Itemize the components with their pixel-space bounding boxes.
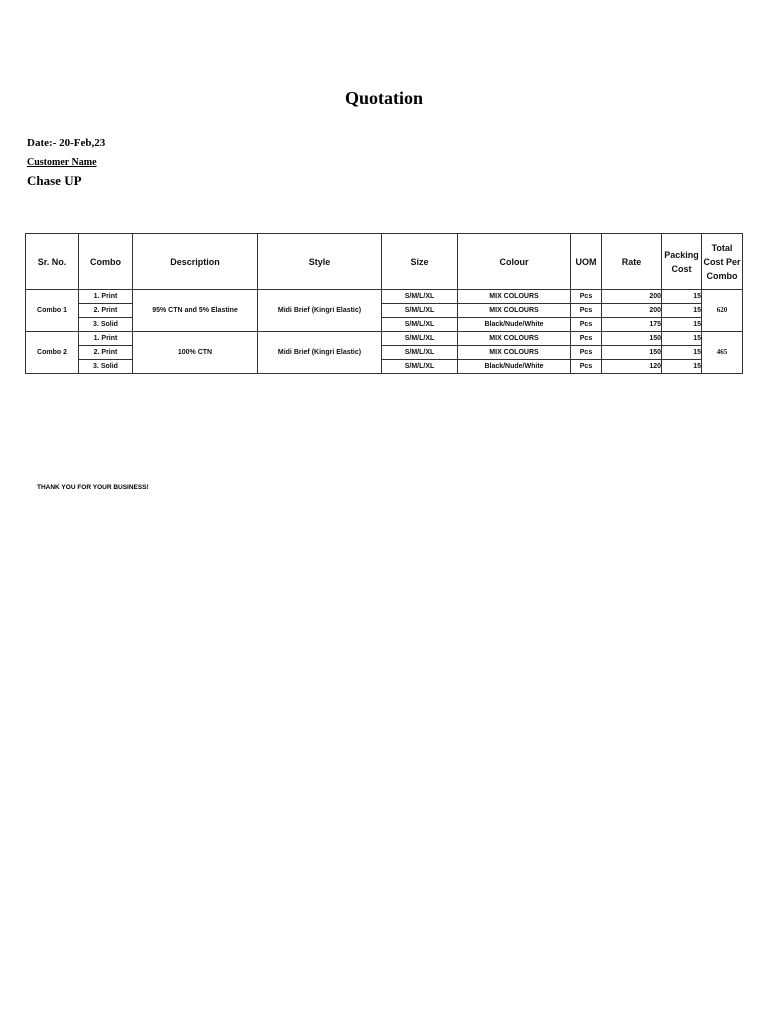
document-title: Quotation bbox=[344, 88, 423, 108]
colour-cell: MIX COLOURS bbox=[458, 332, 571, 346]
rate-cell: 200 bbox=[602, 304, 662, 318]
sr-no-cell: Combo 1 bbox=[26, 290, 79, 332]
total-cost-cell: 465 bbox=[702, 332, 743, 374]
rate-cell: 150 bbox=[602, 332, 662, 346]
rate-cell: 120 bbox=[602, 360, 662, 374]
table-row bbox=[26, 332, 743, 346]
colour-cell: MIX COLOURS bbox=[458, 290, 571, 304]
colour-cell: MIX COLOURS bbox=[458, 304, 571, 318]
packing-cell: 15 bbox=[662, 346, 702, 360]
quotation-table bbox=[25, 233, 743, 374]
uom-cell: Pcs bbox=[571, 346, 602, 360]
header-total-cost: Total Cost Per Combo bbox=[702, 234, 743, 290]
header-rate: Rate bbox=[602, 234, 662, 290]
description-cell: 100% CTN bbox=[133, 332, 258, 374]
quote-date: Date:- 20-Feb,23 bbox=[27, 137, 106, 149]
size-cell: S/M/L/XL bbox=[382, 332, 458, 346]
uom-cell: Pcs bbox=[571, 332, 602, 346]
packing-cell: 15 bbox=[662, 360, 702, 374]
combo-cell: 3. Solid bbox=[79, 318, 133, 332]
table-header-row bbox=[26, 234, 743, 290]
uom-cell: Pcs bbox=[571, 290, 602, 304]
rate-cell: 200 bbox=[602, 290, 662, 304]
customer-name: Chase UP bbox=[27, 173, 82, 188]
combo-cell: 3. Solid bbox=[79, 360, 133, 374]
rate-cell: 175 bbox=[602, 318, 662, 332]
combo-cell: 1. Print bbox=[79, 332, 133, 346]
total-cost-cell: 620 bbox=[702, 290, 743, 332]
header-colour: Colour bbox=[458, 234, 571, 290]
combo-cell: 2. Print bbox=[79, 304, 133, 318]
header-style: Style bbox=[258, 234, 382, 290]
header-combo: Combo bbox=[79, 234, 133, 290]
uom-cell: Pcs bbox=[571, 304, 602, 318]
colour-cell: Black/Nude/White bbox=[458, 318, 571, 332]
size-cell: S/M/L/XL bbox=[382, 346, 458, 360]
size-cell: S/M/L/XL bbox=[382, 360, 458, 374]
style-cell: Midi Brief (Kingri Elastic) bbox=[258, 332, 382, 374]
table-row bbox=[26, 290, 743, 304]
description-cell: 95% CTN and 5% Elastine bbox=[133, 290, 258, 332]
rate-cell: 150 bbox=[602, 346, 662, 360]
packing-cell: 15 bbox=[662, 290, 702, 304]
colour-cell: MIX COLOURS bbox=[458, 346, 571, 360]
colour-cell: Black/Nude/White bbox=[458, 360, 571, 374]
sr-no-cell: Combo 2 bbox=[26, 332, 79, 374]
thank-you-note: THANK YOU FOR YOUR BUSINESS! bbox=[37, 484, 149, 491]
uom-cell: Pcs bbox=[571, 360, 602, 374]
header-packing-cost: Packing Cost bbox=[662, 234, 702, 290]
combo-cell: 1. Print bbox=[79, 290, 133, 304]
packing-cell: 15 bbox=[662, 332, 702, 346]
size-cell: S/M/L/XL bbox=[382, 318, 458, 332]
uom-cell: Pcs bbox=[571, 318, 602, 332]
header-uom: UOM bbox=[571, 234, 602, 290]
size-cell: S/M/L/XL bbox=[382, 290, 458, 304]
header-description: Description bbox=[133, 234, 258, 290]
combo-cell: 2. Print bbox=[79, 346, 133, 360]
customer-name-label: Customer Name bbox=[27, 157, 97, 168]
size-cell: S/M/L/XL bbox=[382, 304, 458, 318]
header-size: Size bbox=[382, 234, 458, 290]
style-cell: Midi Brief (Kingri Elastic) bbox=[258, 290, 382, 332]
header-sr-no: Sr. No. bbox=[26, 234, 79, 290]
packing-cell: 15 bbox=[662, 304, 702, 318]
packing-cell: 15 bbox=[662, 318, 702, 332]
